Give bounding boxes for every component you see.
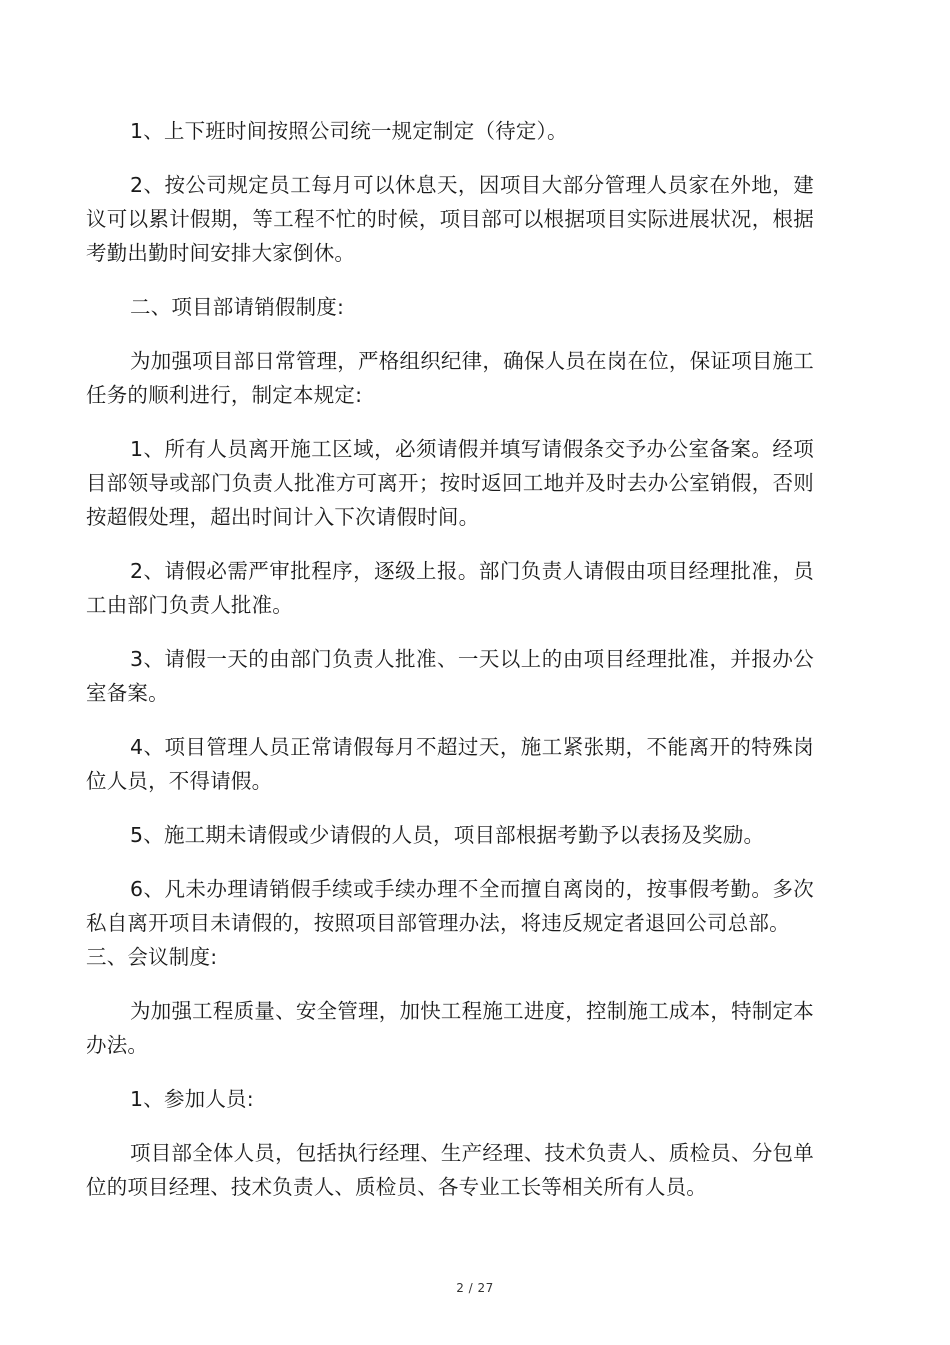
paragraph-leave-rule-1: 1、所有人员离开施工区域，必须请假并填写请假条交予办公室备案。经项目部领导或部门负责人批准方可离开；按时返回工地并及时去办公室销假，否则按超假处理，超出时间计入下次请假时间。 [86,437,814,529]
paragraph-rest-days: 2、按公司规定员工每月可以休息天，因项目大部分管理人员家在外地，建议可以累计假期，等工程不忙的时候，项目部可以根据项目实际进展状况，根据考勤出勤时间安排大家倒休。 [86,173,814,265]
paragraph-attendees-list: 项目部全体人员，包括执行经理、生产经理、技术负责人、质检员、分包单位的项目经理、技术负责人、质检员、各专业工长等相关所有人员。 [86,1141,814,1199]
section-heading-meeting-system: 三、会议制度: [86,945,218,969]
paragraph-leave-rule-6: 6、凡未办理请销假手续或手续办理不全而擅自离岗的，按事假考勤。多次私自离开项目未请假的，按照项目部管理办法，将违反规定者退回公司总部。 [86,877,814,935]
paragraph-leave-rule-5: 5、施工期未请假或少请假的人员，项目部根据考勤予以表扬及奖励。 [130,823,765,847]
page-number: 2 / 27 [456,1281,494,1295]
section-heading-leave-system: 二、项目部请销假制度: [130,295,345,319]
paragraph-leave-rule-3: 3、请假一天的由部门负责人批准、一天以上的由项目经理批准，并报办公室备案。 [86,647,814,705]
document-body [86,114,814,1204]
paragraph-meeting-purpose: 为加强工程质量、安全管理，加快工程施工进度，控制施工成本，特制定本办法。 [86,999,814,1057]
paragraph-work-hours: 1、上下班时间按照公司统一规定制定（待定）。 [130,119,568,143]
paragraph-leave-rule-4: 4、项目管理人员正常请假每月不超过天，施工紧张期，不能离开的特殊岗位人员，不得请假。 [86,735,814,793]
paragraph-attendees-heading: 1、参加人员: [130,1087,254,1111]
paragraph-leave-rule-2: 2、请假必需严审批程序，逐级上报。部门负责人请假由项目经理批准，员工由部门负责人批准。 [86,559,814,617]
paragraph-leave-purpose: 为加强项目部日常管理，严格组织纪律，确保人员在岗在位，保证项目施工任务的顺利进行，制定本规定: [86,349,814,407]
